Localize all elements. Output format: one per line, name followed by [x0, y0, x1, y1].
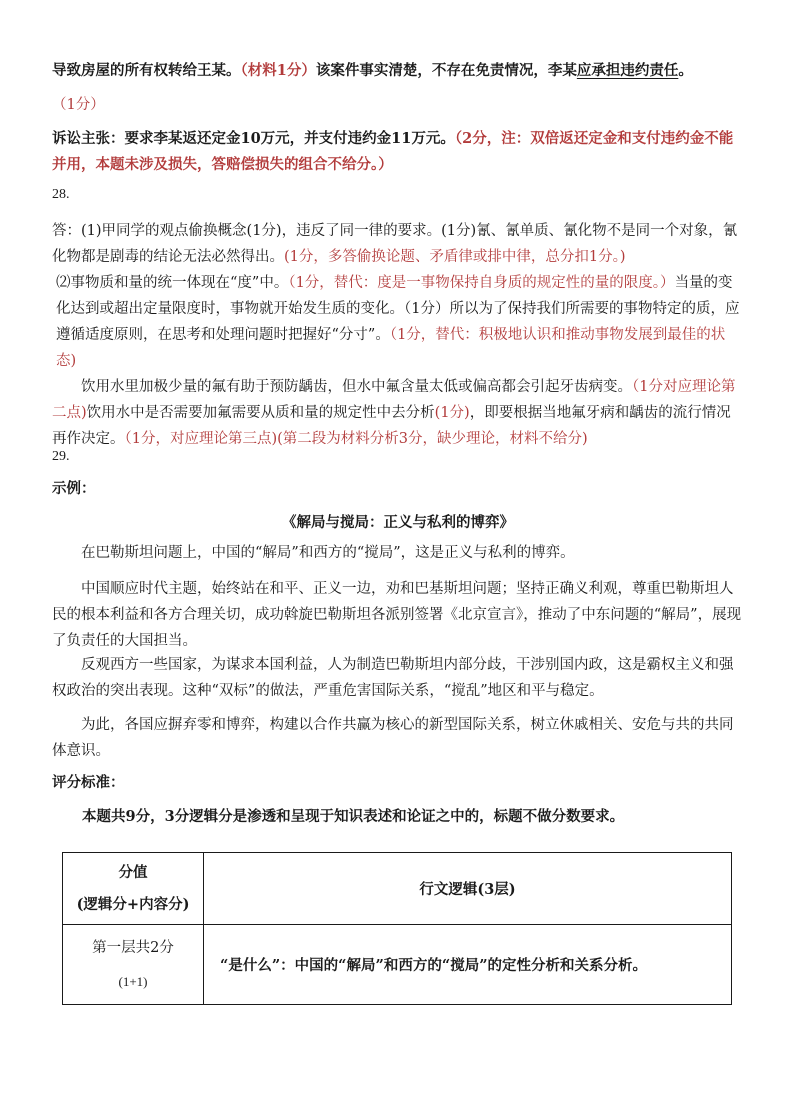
- header-logic-cell: 行文逻辑(3层): [204, 853, 732, 925]
- text-span: 饮用水中是否需要加氟需要从质和量的规定性中去分析: [86, 405, 435, 421]
- criteria-text: 本题共9分，3分逻辑分是渗透和呈现于知识表述和论证之中的，标题不做分数要求。: [82, 808, 625, 825]
- text-span: 导致房屋的所有权转给王某。: [52, 62, 241, 79]
- table-row: [63, 925, 732, 1005]
- score-note: （1分，对应理论第三点)(第二段为材料分析3分，缺少理论，材料不给分): [124, 431, 588, 447]
- score-note: （1分，替代：积极地认识和推动事物发展到最佳的状态): [56, 327, 726, 369]
- header-score-label: 分值: [118, 863, 148, 881]
- text-span: 诉讼主张：要求李某返还定金10万元，并支付违约金11万元。: [52, 130, 455, 147]
- text-span: 答：(1)甲同学的观点偷换概念(1分)，违反了同一律的要求。(1分)氰、氰单质、氰化物不是同一个对象，氰化物都是剧毒的结论无法必然得出。: [52, 223, 738, 265]
- logic-desc-cell: “是什么”：中国的“解局”和西方的“搅局”的定性分析和关系分析。: [204, 925, 732, 1005]
- level-label: 第一层共2分: [92, 939, 174, 956]
- header-score-sublabel: (逻辑分+内容分): [76, 895, 190, 913]
- score-note: （2分，注：双倍返还定金和支付违约金不能并用，本题未涉及损失，答赔偿损失的组合不给分。）: [52, 130, 734, 173]
- answer-28-part1: [52, 218, 744, 270]
- level-points: (1+1): [118, 973, 148, 989]
- text-span: ⑵事物质和量的统一体现在“度”中。: [56, 275, 289, 291]
- text-span: 当量的变化达到或超出定量限度时，事物就开始发生质的变化。（1分）所以为了保持我们所需要的事物特定的质，应遵循适度原则，在思考和处理问题时把握好“分寸”。: [56, 275, 740, 343]
- essay-paragraph: 中国顺应时代主题，始终站在和平、正义一边，劝和巴基斯坦问题；坚持正确义利观，尊重巴勒斯坦人民的根本利益和各方合理关切，成功斡旋巴勒斯坦各派别签署《北京宣言》，推动了中东问题的“解局”，展现了负责任的大国担当。: [52, 581, 742, 649]
- example-label: 示例：: [52, 480, 96, 497]
- essay-paragraph: 在巴勒斯坦问题上，中国的“解局”和西方的“搅局”，这是正义与私利的博弈。: [81, 545, 575, 561]
- essay-title: 《解局与搅局：正义与私利的博弈》: [282, 514, 514, 531]
- score-note: (1分): [434, 405, 470, 421]
- text-span: 饮用水里加极少量的氟有助于预防龋齿，但水中氟含量太低或偏高都会引起牙齿病变。: [81, 379, 632, 395]
- criteria-label: 评分标准：: [52, 774, 125, 791]
- text-span: 该案件事实清楚，不存在免责情况，李某: [315, 62, 577, 79]
- score-note: (1分，多答偷换论题、矛盾律或排中律，总分扣1分。): [284, 249, 626, 265]
- essay-paragraph: 反观西方一些国家，为谋求本国利益，人为制造巴勒斯坦内部分歧，干涉别国内政，这是霸权主义和强权政治的突出表现。这种“双标”的做法，严重危害国际关系，“搅乱”地区和平与稳定。: [52, 657, 734, 699]
- text-span: ，即要根据当地氟牙病和龋齿的流行情况再作决定。: [52, 405, 731, 447]
- score-note: （1分对应理论第二点): [52, 379, 736, 421]
- scoring-table: [62, 852, 732, 1005]
- essay-paragraph: 为此，各国应摒弃零和博弈，构建以合作共赢为核心的新型国际关系，树立休戚相关、安危与共的共同体意识。: [52, 717, 734, 759]
- litigation-claim-paragraph: [52, 126, 744, 178]
- answer-paragraph-material: [52, 58, 744, 84]
- level-cell: [63, 925, 204, 1005]
- answer-28-material-analysis: [52, 374, 744, 452]
- header-score-cell: [63, 853, 204, 925]
- score-note: （1分，替代：度是一事物保持自身质的规定性的量的限度。）: [288, 275, 675, 291]
- text-span: 。: [678, 62, 693, 79]
- question-number-28: 28.: [52, 187, 70, 202]
- score-note-line: （1分）: [52, 97, 105, 113]
- score-note: （材料1分）: [240, 62, 316, 79]
- underlined-key-phrase: 应承担违约责任: [576, 62, 679, 79]
- table-header-row: [63, 853, 732, 925]
- question-number-29: 29.: [52, 449, 70, 464]
- answer-28-part2: [56, 270, 744, 374]
